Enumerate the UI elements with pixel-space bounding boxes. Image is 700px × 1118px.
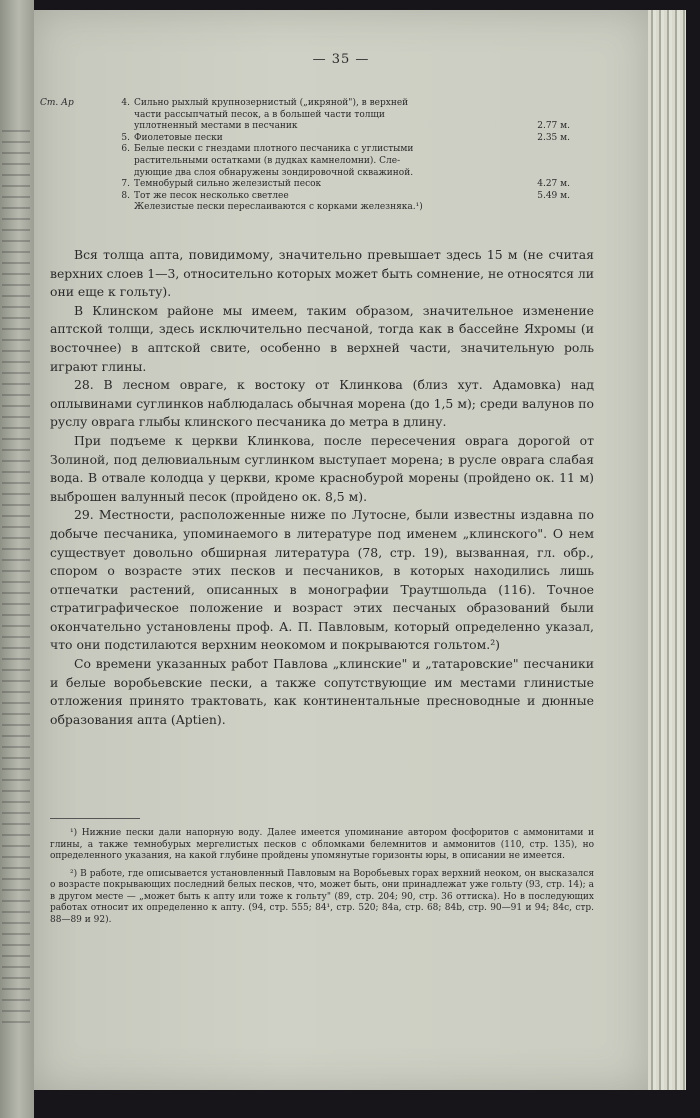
table-row	[40, 168, 570, 180]
table-row	[40, 98, 570, 110]
row-text: уплотненный местами в песчаник	[134, 121, 298, 132]
row-number: 8.	[121, 190, 130, 201]
table-row	[40, 133, 570, 145]
row-text: растительными остатками (в дудках камнеломни). Сле-	[134, 155, 401, 166]
row-number	[116, 110, 134, 122]
paragraph: В Клинском районе мы имеем, таким образом, значительное изменение аптской толщи, здесь исключительно песчаной, тогда как в бассейне Яхромы (и восточнее) в аптской свите, особенно в верхней части, значительную роль играют глины.	[50, 302, 594, 374]
table-row	[40, 144, 570, 156]
row-value: 4.27 м.	[537, 179, 570, 190]
row-value: 2.35 м.	[537, 132, 570, 143]
row-value: 2.77 м.	[537, 121, 570, 132]
left-page-text-fragment	[2, 130, 30, 1030]
row-number	[116, 168, 134, 180]
row-number: 4.	[121, 98, 130, 108]
row-value	[528, 98, 570, 110]
row-number	[116, 202, 134, 214]
table-row	[40, 191, 570, 203]
table-row	[40, 121, 570, 133]
row-value	[528, 110, 570, 122]
page-stack-edge	[648, 10, 686, 1090]
table-row	[40, 202, 570, 214]
paragraph: 29. Местности, расположенные ниже по Лутосне, были известны издавна по добыче песчаника, упоминаемого в литературе под именем „клинского". О нем существует довольно обширная литература (78, стр. 19), вызванная, гл. обр., спором о возрасте этих песков и песчаников, в которых находились лишь отпечатки растений, описанных в монографии Траутшольда (116). Точное стратиграфическое положение и возраст этих песчаных образований были окончательно установлены проф. А. П. Павловым, который определенно указал, что они подстилаются верхним неокомом и покрываются гольтом.²)	[50, 507, 594, 653]
paragraph: 28. В лесном овраге, к востоку от Клинкова (близ хут. Адамовка) над оплывинами суглинков наблюдалась обычная морена (до 1,5 м); среди валунов по руслу оврага глыбы клинского песчаника до метра в длину.	[50, 377, 594, 430]
paragraph: Со времени указанных работ Павлова „клинские" и „татаровские" песчаники и белые воробьевские пески, а также сопутствующие им местами глинистые отложения принято трактовать, как континентальные пресноводные и дюнные образования апта (Aptien).	[50, 656, 594, 727]
table-row	[40, 179, 570, 191]
row-value	[528, 156, 570, 168]
table-prefix: Ст. Ар	[40, 98, 74, 108]
row-text: Сильно рыхлый крупнозернистый („икряной"), в верхней	[134, 98, 409, 108]
section-table	[40, 98, 570, 214]
page-number: — 35 —	[312, 52, 370, 67]
footnote: ¹) Нижние пески дали напорную воду. Далее имеется упоминание автором фосфоритов с аммонитами и глины, а также темнобурых мергелистых песков с обломками белемнитов и аммонитов (110, стр. 135), но определенного указания, на какой глубине пройдены упомянутые горизонты юры, в описании не имеется.	[50, 828, 594, 861]
row-text: дующие два слоя обнаружены зондировочной скважиной.	[134, 167, 414, 178]
row-number: 7.	[121, 179, 130, 190]
row-text: Железистые пески переслаиваются с корками железняка.¹)	[134, 202, 423, 213]
row-value	[528, 144, 570, 156]
paragraph: Вся толща апта, повидимому, значительно превышает здесь 15 м (не считая верхних слоев 1—3, относительно которых может быть сомнение, не относятся ли они еще к гольту).	[50, 247, 594, 300]
footnotes	[50, 828, 594, 932]
row-value: 5.49 м.	[537, 190, 570, 201]
table-row	[40, 156, 570, 168]
row-text: Белые пески с гнездами плотного песчаника с углистыми	[134, 144, 414, 155]
left-page-edge	[0, 0, 34, 1118]
footnote: ²) В работе, где описывается установленный Павловым на Воробьевых горах верхний неоком, он высказался о возрасте покрывающих последний белых песков, что, может быть, они принадлежат уже гольту (93, стр. 14); а в другом месте — „может быть к апту или тоже к гольту" (89, стр. 204; 90, стр. 36 оттиска). Но в последующих работах относит их определенно к апту. (94, стр. 555; 84¹, стр. 520; 84a, стр. 68; 84b, стр. 90—91 и 94; 84c, стр. 88—89 и 92).	[50, 868, 594, 925]
row-text: части рассыпчатый песок, а в большей части толщи	[134, 109, 385, 120]
row-number: 5.	[121, 132, 130, 143]
main-text	[50, 246, 594, 729]
paragraph: При подъеме к церкви Клинкова, после пересечения оврага дорогой от Золиной, под делювиальным суглинком выступает морена; в русле оврага слабая вода. В отвале колодца у церкви, кроме краснобурой морены (пройдено ок. 11 м) выброшен валунный песок (пройдено ок. 8,5 м).	[50, 432, 594, 504]
row-number	[116, 121, 134, 133]
row-text: Тот же песок несколько светлее	[134, 190, 289, 201]
table-row	[40, 110, 570, 122]
row-text: Темнобурый сильно железистый песок	[134, 179, 322, 190]
row-number	[116, 156, 134, 168]
book-page	[34, 10, 648, 1090]
footnote-divider	[50, 818, 140, 819]
row-value	[528, 168, 570, 180]
row-value	[528, 202, 570, 214]
row-number: 6.	[121, 144, 130, 155]
row-text: Фиолетовые пески	[134, 132, 223, 143]
